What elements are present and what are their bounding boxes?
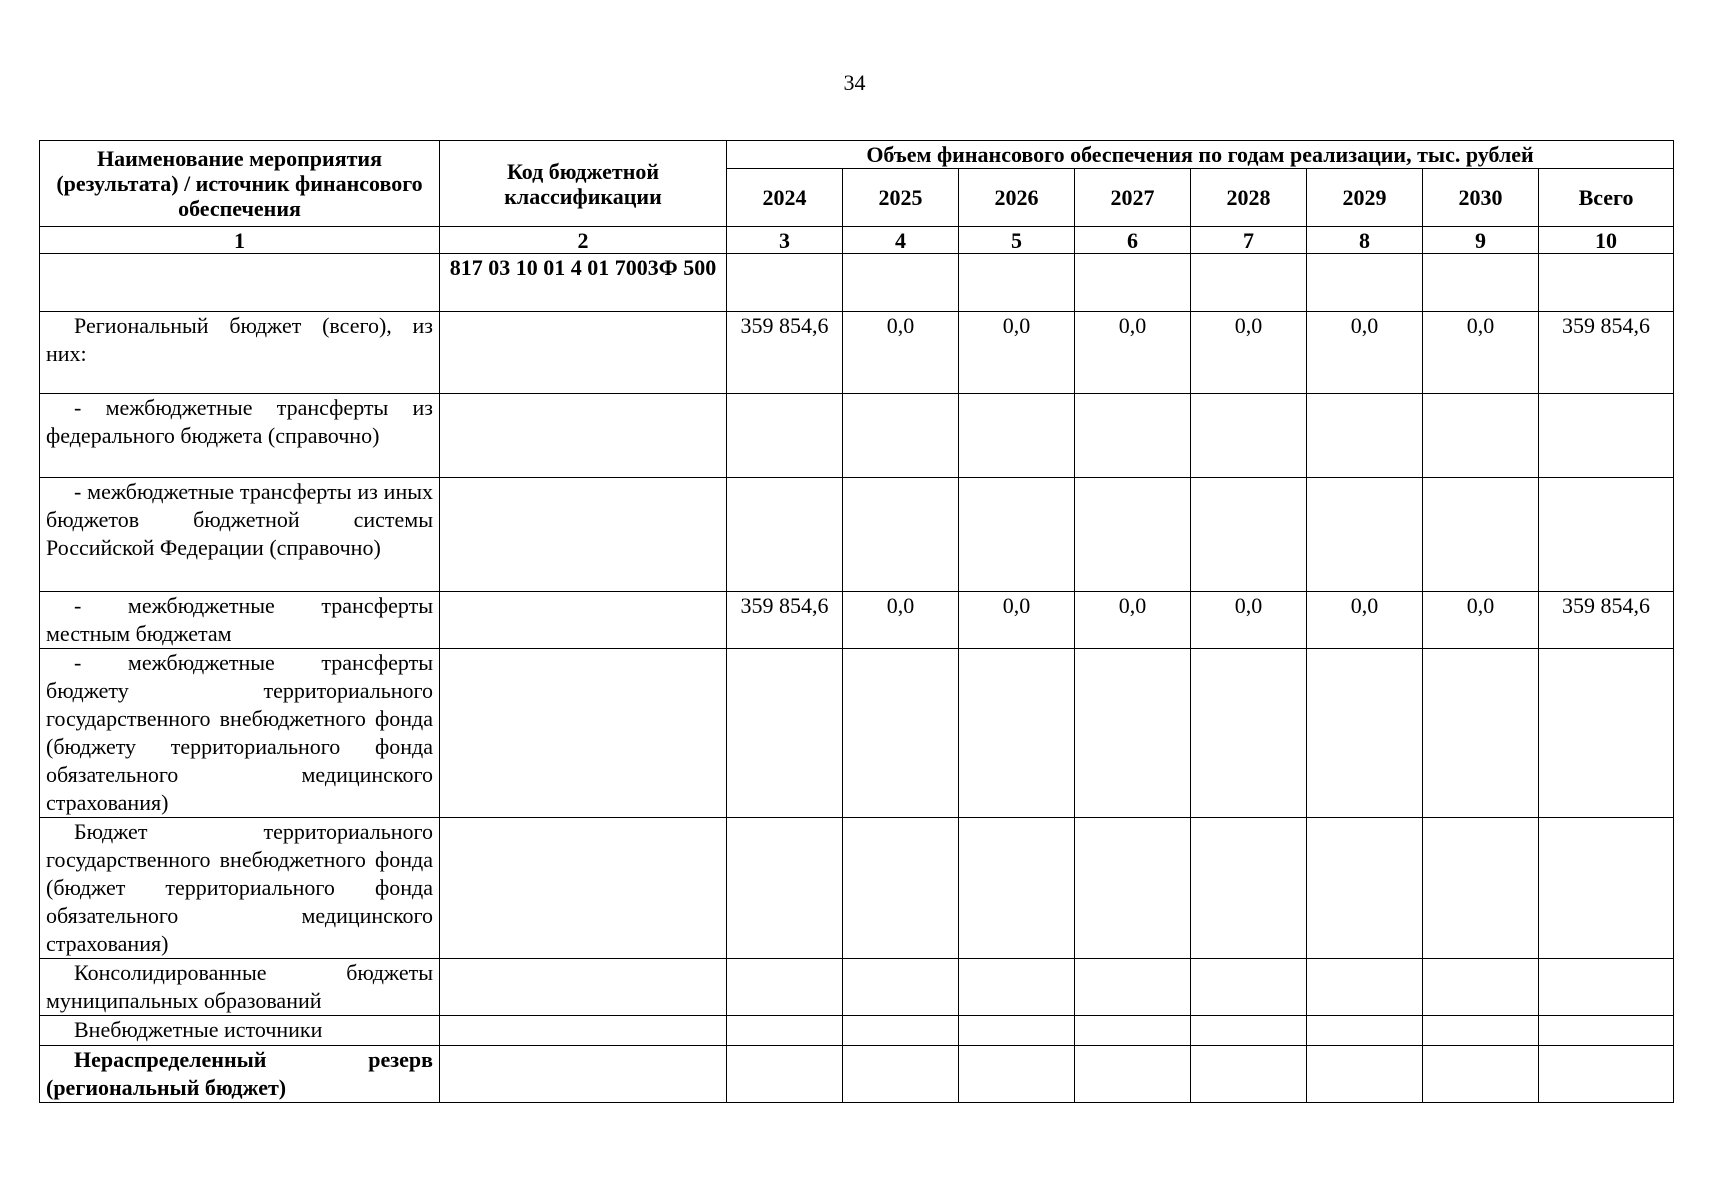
column-number: 1: [40, 227, 440, 254]
table-row: [40, 592, 1674, 649]
row-value: [1075, 478, 1191, 592]
row-value: [1191, 478, 1307, 592]
row-value: 0,0: [843, 592, 959, 649]
row-value: [1539, 649, 1674, 818]
header-year: 2024: [727, 169, 843, 227]
row-value: [1075, 1016, 1191, 1046]
column-number: 10: [1539, 227, 1674, 254]
row-value: [1423, 959, 1539, 1016]
row-value: [727, 394, 843, 478]
row-value: 0,0: [959, 312, 1075, 394]
row-value: [1075, 818, 1191, 959]
page-number: 34: [843, 70, 866, 95]
row-label: Внебюджетные источники: [40, 1016, 440, 1046]
column-number: 9: [1423, 227, 1539, 254]
row-value: [1423, 478, 1539, 592]
header-year: 2025: [843, 169, 959, 227]
row-value: [1307, 649, 1423, 818]
row-value: [727, 959, 843, 1016]
column-number: 6: [1075, 227, 1191, 254]
row-value: [843, 1046, 959, 1103]
row-value: [1307, 394, 1423, 478]
row-value: [843, 649, 959, 818]
row-value: [959, 1016, 1075, 1046]
row-value: [959, 478, 1075, 592]
column-number: 2: [440, 227, 727, 254]
table-row: [40, 478, 1674, 592]
row-value: [1075, 649, 1191, 818]
header-year: 2026: [959, 169, 1075, 227]
row-value: 0,0: [1075, 312, 1191, 394]
row-value: 0,0: [1423, 592, 1539, 649]
row-value: [1307, 1016, 1423, 1046]
header-volume: Объем финансового обеспечения по годам реализации, тыс. рублей: [727, 141, 1674, 169]
code-row-empty: [40, 254, 440, 312]
row-value: [1423, 818, 1539, 959]
row-value: [959, 1046, 1075, 1103]
row-value: [1539, 478, 1674, 592]
budget-table: [39, 140, 1674, 1103]
header-year: 2027: [1075, 169, 1191, 227]
table-row: [40, 959, 1674, 1016]
header-year: 2030: [1423, 169, 1539, 227]
table-row: [40, 649, 1674, 818]
row-value: [727, 1046, 843, 1103]
row-value: [1539, 394, 1674, 478]
row-value: [1423, 1016, 1539, 1046]
row-value: 359 854,6: [1539, 592, 1674, 649]
column-number: 7: [1191, 227, 1307, 254]
row-value: 0,0: [1423, 312, 1539, 394]
row-value: [959, 394, 1075, 478]
row-label: - межбюджетные трансферты бюджету территориального государственного внебюджетного фонда (бюджету территориального фонда обязательного медицинского страхования): [40, 649, 440, 818]
row-value: [1539, 1046, 1674, 1103]
row-value: 0,0: [1307, 312, 1423, 394]
row-value: 359 854,6: [727, 312, 843, 394]
row-value: [1075, 1046, 1191, 1103]
budget-code: 817 03 10 01 4 01 7003Ф 500: [440, 254, 727, 312]
row-label: - межбюджетные трансферты из иных бюджетов бюджетной системы Российской Федерации (справочно): [40, 478, 440, 592]
row-value: [727, 818, 843, 959]
row-value: [1191, 394, 1307, 478]
row-value: [1191, 818, 1307, 959]
row-value: [1539, 959, 1674, 1016]
row-value: [1539, 1016, 1674, 1046]
row-value: [1307, 818, 1423, 959]
row-value: [727, 1016, 843, 1046]
row-value: 0,0: [1191, 592, 1307, 649]
header-year: 2028: [1191, 169, 1307, 227]
column-number: 5: [959, 227, 1075, 254]
row-label: Бюджет территориального государственного внебюджетного фонда (бюджет территориального фонда обязательного медицинского страхования): [40, 818, 440, 959]
row-label: Региональный бюджет (всего), из них:: [40, 312, 440, 394]
column-number: 3: [727, 227, 843, 254]
row-value: [1539, 818, 1674, 959]
row-value: 359 854,6: [1539, 312, 1674, 394]
row-value: 0,0: [959, 592, 1075, 649]
row-value: [1191, 649, 1307, 818]
row-value: [1191, 1016, 1307, 1046]
row-value: [843, 1016, 959, 1046]
header-name: Наименование мероприятия (результата) / источник финансового обеспечения: [40, 141, 440, 227]
row-value: [959, 818, 1075, 959]
row-label: Нераспределенный резерв (региональный бюджет): [40, 1046, 440, 1103]
row-value: [727, 649, 843, 818]
row-value: 359 854,6: [727, 592, 843, 649]
row-label: - межбюджетные трансферты из федерального бюджета (справочно): [40, 394, 440, 478]
table-row: [40, 818, 1674, 959]
row-value: [1191, 1046, 1307, 1103]
row-value: [1307, 1046, 1423, 1103]
row-value: [1191, 959, 1307, 1016]
row-value: [1075, 394, 1191, 478]
code-row: [40, 254, 1674, 312]
row-value: [1423, 394, 1539, 478]
column-number: 4: [843, 227, 959, 254]
row-value: 0,0: [843, 312, 959, 394]
row-value: 0,0: [1307, 592, 1423, 649]
row-value: [1423, 649, 1539, 818]
header-code: Код бюджетной классификации: [440, 141, 727, 227]
row-value: [843, 478, 959, 592]
row-value: [843, 959, 959, 1016]
header-total: Всего: [1539, 169, 1674, 227]
table-row: [40, 312, 1674, 394]
row-value: [1307, 959, 1423, 1016]
row-value: [727, 478, 843, 592]
row-value: 0,0: [1075, 592, 1191, 649]
table-row: [40, 1016, 1674, 1046]
table-row: [40, 1046, 1674, 1103]
row-value: [843, 818, 959, 959]
row-value: [1075, 959, 1191, 1016]
table-row: [40, 394, 1674, 478]
row-value: [959, 649, 1075, 818]
row-value: [1423, 1046, 1539, 1103]
row-value: 0,0: [1191, 312, 1307, 394]
row-value: [959, 959, 1075, 1016]
column-number: 8: [1307, 227, 1423, 254]
row-label: - межбюджетные трансферты местным бюджетам: [40, 592, 440, 649]
row-value: [1307, 478, 1423, 592]
header-year: 2029: [1307, 169, 1423, 227]
row-label: Консолидированные бюджеты муниципальных образований: [40, 959, 440, 1016]
row-value: [843, 394, 959, 478]
